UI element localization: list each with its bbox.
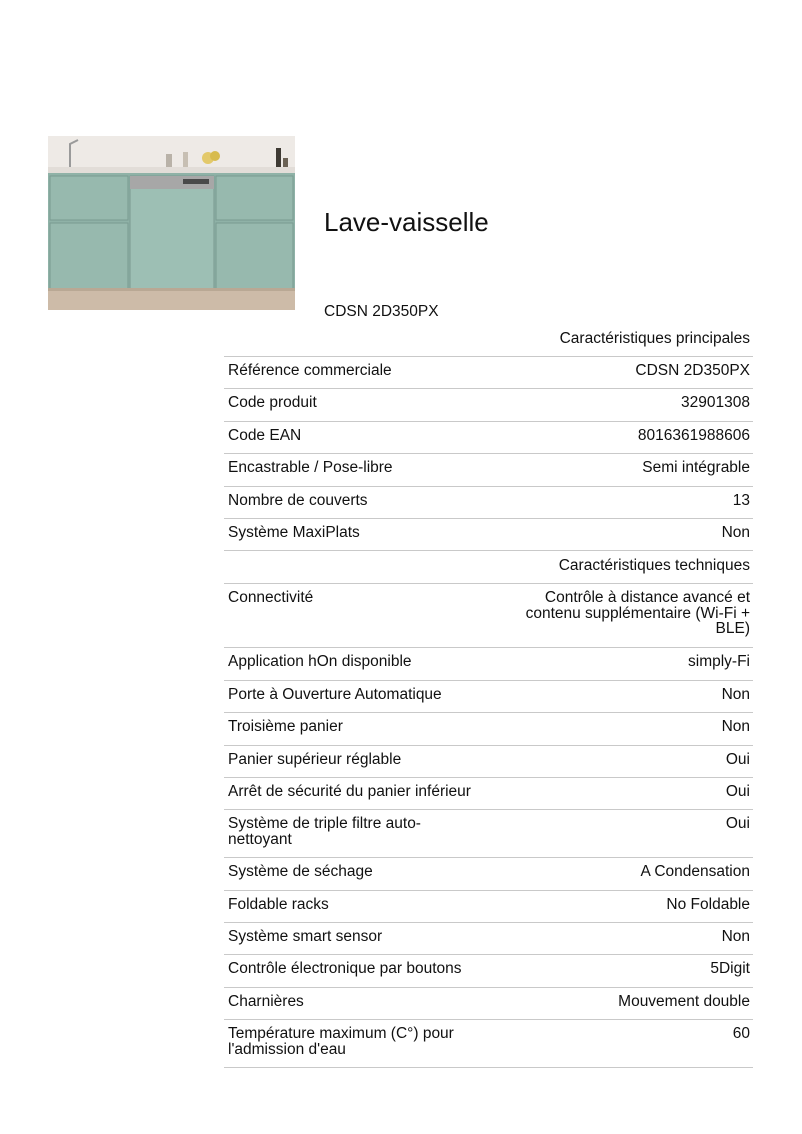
- table-row: Référence commerciale CDSN 2D350PX: [224, 357, 753, 389]
- table-row: Contrôle électronique par boutons 5Digit: [224, 955, 753, 987]
- spec-table: [224, 324, 753, 1068]
- table-row: Code EAN 8016361988606: [224, 422, 753, 454]
- table-row: Système smart sensor Non: [224, 923, 753, 955]
- page-title: Lave-vaisselle: [324, 207, 489, 237]
- table-row: Application hOn disponible simply-Fi: [224, 648, 753, 680]
- table-row: Arrêt de sécurité du panier inférieur Oui: [224, 778, 753, 810]
- table-row: Système de séchage A Condensation: [224, 858, 753, 890]
- table-row: Température maximum (C°) pour l'admission d'eau 60: [224, 1020, 753, 1068]
- section-header-main: Caractéristiques principales: [224, 324, 753, 357]
- table-row: Porte à Ouverture Automatique Non: [224, 681, 753, 713]
- table-row: Connectivité Contrôle à distance avancé et contenu supplémentaire (Wi-Fi + BLE): [224, 584, 753, 648]
- table-row: Troisième panier Non: [224, 713, 753, 745]
- table-row: Foldable racks No Foldable: [224, 891, 753, 923]
- table-row: Encastrable / Pose-libre Semi intégrable: [224, 454, 753, 486]
- table-row: Panier supérieur réglable Oui: [224, 746, 753, 778]
- table-row: Système MaxiPlats Non: [224, 519, 753, 551]
- product-photo: [48, 136, 295, 310]
- table-row: Charnières Mouvement double: [224, 988, 753, 1020]
- table-row: Système de triple filtre auto-nettoyant Oui: [224, 810, 753, 858]
- table-row: Nombre de couverts 13: [224, 487, 753, 519]
- model-reference: CDSN 2D350PX: [324, 303, 439, 320]
- table-row: Code produit 32901308: [224, 389, 753, 421]
- section-header-technical: Caractéristiques techniques: [224, 551, 753, 584]
